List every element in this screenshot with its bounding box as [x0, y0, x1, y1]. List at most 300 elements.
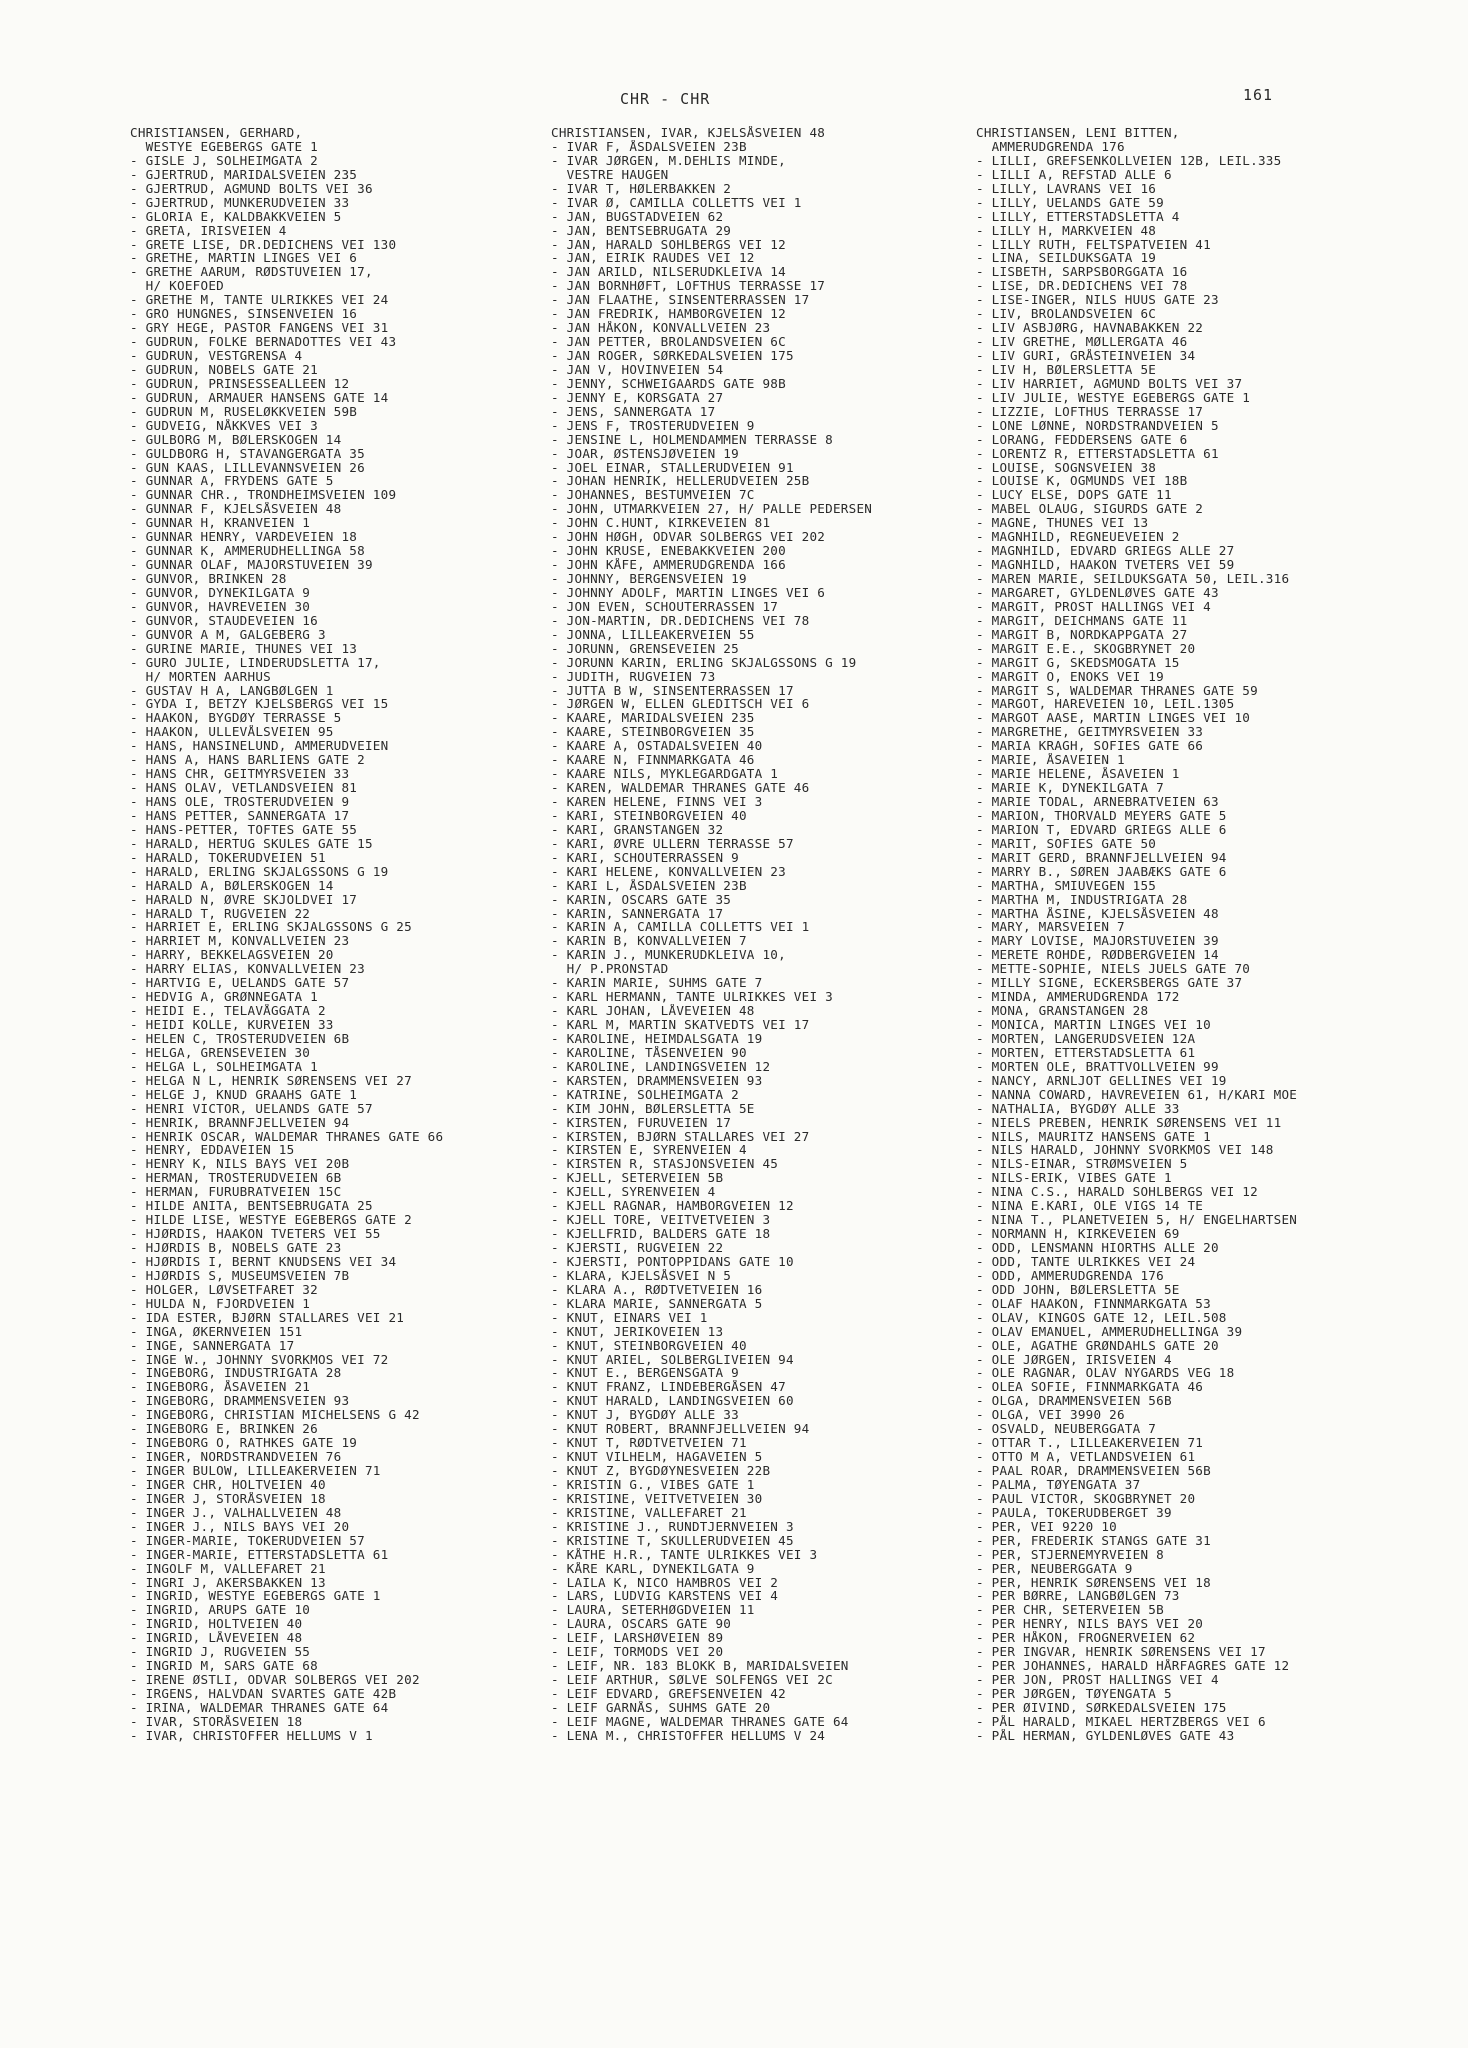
- directory-entry: - NINA E.KARI, OLE VIGS 14 TE: [976, 1199, 1204, 1214]
- directory-entry: - KAREN, WALDEMAR THRANES GATE 46: [551, 781, 810, 795]
- directory-entry: - LISE-INGER, NILS HUUS GATE 23: [976, 293, 1219, 308]
- directory-entry: - JENNY E, KORSGATA 27: [551, 390, 724, 405]
- directory-entry: - GUDRUN, VESTGRENSA 4: [130, 349, 303, 363]
- directory-entry: - PALMA, TØYENGATA 37: [976, 1477, 1141, 1492]
- directory-entry: - JOHN, UTMARKVEIEN 27, H/ PALLE PEDERSEN: [551, 502, 873, 517]
- directory-entry: - KARIN A, CAMILLA COLLETTS VEI 1: [551, 920, 810, 935]
- directory-entry: - KJERSTI, PONTOPPIDANS GATE 10: [551, 1254, 794, 1269]
- directory-entry: - GUNNAR F, KJELSÅSVEIEN 48: [130, 502, 342, 517]
- directory-entry: - JAN FREDRIK, HAMBORGVEIEN 12: [551, 307, 786, 322]
- directory-entry: - GUNVOR A M, GALGEBERG 3: [130, 627, 326, 642]
- directory-entry: - MARIE, ÅSAVEIEN 1: [976, 753, 1125, 768]
- directory-entry: - JOHANNES, BESTUMVEIEN 7C: [551, 488, 755, 503]
- directory-entry: - JAN FLAATHE, SINSENTERRASSEN 17: [551, 293, 810, 308]
- directory-entry: - LAURA, OSCARS GATE 90: [551, 1617, 732, 1632]
- directory-entry: - KAARE NILS, MYKLEGARDGATA 1: [551, 767, 779, 782]
- directory-entry: - MAGNHILD, EDVARD GRIEGS ALLE 27: [976, 544, 1235, 559]
- directory-entry: - INGRID, ARUPS GATE 10: [130, 1603, 311, 1618]
- directory-entry: - GJERTRUD, AGMUND BOLTS VEI 36: [130, 181, 373, 196]
- directory-entry: - KARIN, SANNERGATA 17: [551, 906, 724, 921]
- directory-entry: - GRO HUNGNES, SINSENVEIEN 16: [130, 307, 358, 322]
- directory-entry: - KAROLINE, TÅSENVEIEN 90: [551, 1045, 747, 1060]
- directory-entry: - HELGE J, KNUD GRAAHS GATE 1: [130, 1087, 358, 1102]
- directory-entry: - JAN, EIRIK RAUDES VEI 12: [551, 251, 755, 266]
- directory-entry: - GULBORG M, BØLERSKOGEN 14: [130, 432, 342, 447]
- directory-entry: - OLAV, KINGOS GATE 12, LEIL.508: [976, 1310, 1227, 1325]
- directory-entry: - ODD JOHN, BØLERSLETTA 5E: [976, 1282, 1180, 1297]
- directory-entry: - HARALD A, BØLERSKOGEN 14: [130, 878, 334, 893]
- directory-entry: - MARGIT, DEICHMANS GATE 11: [976, 613, 1188, 628]
- directory-entry: - IVAR, STORÅSVEIEN 18: [130, 1714, 303, 1729]
- directory-entry: - PAULA, TOKERUDBERGET 39: [976, 1505, 1172, 1520]
- directory-entry: - KNUT J, BYGDØY ALLE 33: [551, 1408, 739, 1423]
- directory-entry: - PER ØIVIND, SØRKEDALSVEIEN 175: [976, 1700, 1227, 1715]
- directory-entry: - KIRSTEN E, SYRENVEIEN 4: [551, 1143, 747, 1158]
- directory-entry: - HARALD, ERLING SKJALGSSONS G 19: [130, 864, 389, 879]
- directory-entry: - INGRID, HOLTVEIEN 40: [130, 1617, 303, 1632]
- directory-entry: - KLARA MARIE, SANNERGATA 5: [551, 1296, 763, 1311]
- directory-entry: - IRENE ØSTLI, ODVAR SOLBERGS VEI 202: [130, 1673, 420, 1687]
- directory-entry: - MARGIT B, NORDKAPPGATA 27: [976, 627, 1188, 642]
- directory-entry: - INGEBORG, DRAMMENSVEIEN 93: [130, 1394, 350, 1409]
- directory-entry: - GUNVOR, HAVREVEIEN 30: [130, 599, 311, 614]
- directory-entry: - HELEN C, TROSTERUDVEIEN 6B: [130, 1031, 350, 1046]
- directory-entry: - KNUT VILHELM, HAGAVEIEN 5: [551, 1450, 763, 1464]
- directory-entry: - HEIDI E., TELAVÅGGATA 2: [130, 1004, 326, 1018]
- directory-entry: - JON EVEN, SCHOUTERRASSEN 17: [551, 599, 779, 614]
- directory-entry: CHRISTIANSEN, GERHARD,: [130, 126, 303, 140]
- directory-entry: - LINA, SEILDUKSGATA 19: [976, 251, 1157, 266]
- directory-entry: - LIZZIE, LOFTHUS TERRASSE 17: [976, 404, 1204, 419]
- directory-entry: - KARI, ØVRE ULLERN TERRASSE 57: [551, 836, 794, 851]
- directory-entry: - KÅRE KARL, DYNEKILGATA 9: [551, 1561, 755, 1576]
- directory-entry: - IVAR T, HØLERBAKKEN 2: [551, 181, 732, 196]
- directory-entry: - INGEBORG E, BRINKEN 26: [130, 1422, 318, 1437]
- directory-entry: - ODD, AMMERUDGRENDA 176: [976, 1268, 1164, 1283]
- directory-entry: - JAN HÅKON, KONVALLVEIEN 23: [551, 321, 771, 336]
- directory-entry: - KARI, GRANSTANGEN 32: [551, 822, 724, 837]
- directory-entry: - IVAR F, ÅSDALSVEIEN 23B: [551, 139, 747, 154]
- directory-entry: - KNUT, STEINBORGVEIEN 40: [551, 1338, 747, 1353]
- directory-entry: - PER, FREDERIK STANGS GATE 31: [976, 1533, 1211, 1548]
- directory-entry: - OTTAR T., LILLEAKERVEIEN 71: [976, 1436, 1204, 1451]
- directory-entry: - PAUL VICTOR, SKOGBRYNET 20: [976, 1491, 1196, 1506]
- directory-entry: - LOUISE, SOGNSVEIEN 38: [976, 460, 1157, 475]
- directory-entry: - KARI, SCHOUTERRASSEN 9: [551, 850, 739, 865]
- directory-entry: - JENSINE L, HOLMENDAMMEN TERRASSE 8: [551, 432, 833, 447]
- directory-entry: - LEIF GARNÅS, SUHMS GATE 20: [551, 1700, 771, 1715]
- directory-entry: - KRISTINE, VALLEFARET 21: [551, 1505, 747, 1520]
- directory-entry: - KNUT E., BERGENSGATA 9: [551, 1366, 739, 1381]
- directory-entry: - HEDVIG A, GRØNNEGATA 1: [130, 990, 318, 1005]
- directory-entry: - GRETA, IRISVEIEN 4: [130, 223, 287, 238]
- directory-entry: - MARIT GERD, BRANNFJELLVEIEN 94: [976, 850, 1227, 865]
- directory-entry: - OLE RAGNAR, OLAV NYGARDS VEG 18: [976, 1366, 1235, 1381]
- directory-entry: - IDA ESTER, BJØRN STALLARES VEI 21: [130, 1310, 405, 1325]
- directory-entry: - MARION, THORVALD MEYERS GATE 5: [976, 808, 1227, 823]
- directory-entry: - GUNVOR, DYNEKILGATA 9: [130, 585, 311, 600]
- directory-entry: - JAN ROGER, SØRKEDALSVEIEN 175: [551, 349, 794, 363]
- directory-entry: - NORMANN H, KIRKEVEIEN 69: [976, 1227, 1180, 1241]
- directory-entry: - NATHALIA, BYGDØY ALLE 33: [976, 1101, 1180, 1116]
- directory-entry: - INGEBORG O, RATHKES GATE 19: [130, 1436, 358, 1451]
- directory-entry: - OLAF HAAKON, FINNMARKGATA 53: [976, 1296, 1211, 1311]
- directory-entry: - LILLI A, REFSTAD ALLE 6: [976, 167, 1172, 182]
- directory-entry: - PÅL HERMAN, GYLDENLØVES GATE 43: [976, 1728, 1235, 1743]
- directory-entry: - HENRI VICTOR, UELANDS GATE 57: [130, 1101, 373, 1116]
- directory-entry: - GYDA I, BETZY KJELSBERGS VEI 15: [130, 697, 389, 712]
- directory-entry: - GUDRUN, FOLKE BERNADOTTES VEI 43: [130, 335, 397, 349]
- directory-entry: - GRETE LISE, DR.DEDICHENS VEI 130: [130, 237, 397, 252]
- directory-entry: - HENRIK, BRANNFJELLVEIEN 94: [130, 1115, 350, 1130]
- directory-entry: - GRETHE, MARTIN LINGES VEI 6: [130, 251, 358, 266]
- directory-entry: - HARALD, HERTUG SKULES GATE 15: [130, 836, 373, 851]
- directory-entry: - JAN ARILD, NILSERUDKLEIVA 14: [551, 265, 786, 280]
- directory-entry: - JENS, SANNERGATA 17: [551, 404, 716, 419]
- directory-entry: - GRETHE M, TANTE ULRIKKES VEI 24: [130, 293, 389, 308]
- directory-entry: - IRGENS, HALVDAN SVARTES GATE 42B: [130, 1687, 397, 1701]
- directory-entry: - MARGIT, PROST HALLINGS VEI 4: [976, 599, 1211, 614]
- directory-entry: - KARIN B, KONVALLVEIEN 7: [551, 934, 747, 949]
- directory-entry: - IRINA, WALDEMAR THRANES GATE 64: [130, 1700, 389, 1715]
- page-number: 161: [1243, 86, 1274, 104]
- directory-entry: - LAILA K, NICO HAMBROS VEI 2: [551, 1575, 779, 1590]
- directory-entry: - KARL JOHAN, LÅVEVEIEN 48: [551, 1004, 755, 1018]
- directory-entry: - JORUNN KARIN, ERLING SKJALGSSONS G 19: [551, 655, 857, 670]
- directory-entry: - INGER BULOW, LILLEAKERVEIEN 71: [130, 1464, 381, 1478]
- directory-entry: - LISBETH, SARPSBORGGATA 16: [976, 265, 1188, 280]
- directory-entry: - INGE W., JOHNNY SVORKMOS VEI 72: [130, 1352, 389, 1367]
- directory-entry: - MARY LOVISE, MAJORSTUVEIEN 39: [976, 934, 1219, 949]
- directory-entry: - PER, STJERNEMYRVEIEN 8: [976, 1547, 1164, 1562]
- directory-entry: - KIRSTEN, FURUVEIEN 17: [551, 1115, 732, 1130]
- directory-entry: - HJØRDIS I, BERNT KNUDSENS VEI 34: [130, 1254, 397, 1269]
- directory-entry: - GUDRUN, PRINSESSEALLEEN 12: [130, 376, 350, 391]
- directory-entry: - LARS, LUDVIG KARSTENS VEI 4: [551, 1589, 779, 1604]
- directory-entry: - NINA T., PLANETVEIEN 5, H/ ENGELHARTSEN: [976, 1213, 1298, 1228]
- directory-entry: - MARIT, SOFIES GATE 50: [976, 836, 1157, 851]
- directory-entry: - HERMAN, TROSTERUDVEIEN 6B: [130, 1171, 342, 1186]
- directory-entry: - MARGARET, GYLDENLØVES GATE 43: [976, 585, 1219, 600]
- directory-entry: - NILS-EINAR, STRØMSVEIEN 5: [976, 1157, 1188, 1172]
- directory-entry: H/ MORTEN AARHUS: [130, 669, 271, 684]
- directory-entry: CHRISTIANSEN, LENI BITTEN,: [976, 126, 1180, 140]
- directory-column-2: [551, 126, 971, 1743]
- directory-column-3: [976, 126, 1396, 1743]
- directory-entry: - GRY HEGE, PASTOR FANGENS VEI 31: [130, 321, 389, 336]
- directory-entry: - PER JON, PROST HALLINGS VEI 4: [976, 1673, 1219, 1687]
- directory-entry: - KAARE, STEINBORGVEIEN 35: [551, 725, 755, 740]
- directory-entry: - KNUT, EINARS VEI 1: [551, 1310, 708, 1325]
- directory-entry: - KARIN MARIE, SUHMS GATE 7: [551, 976, 763, 991]
- directory-entry: - LEIF EDVARD, GREFSENVEIEN 42: [551, 1687, 786, 1701]
- directory-entry: CHRISTIANSEN, IVAR, KJELSÅSVEIEN 48: [551, 126, 826, 140]
- directory-entry: - JUDITH, RUGVEIEN 73: [551, 669, 716, 684]
- directory-entry: - KARSTEN, DRAMMENSVEIEN 93: [551, 1073, 763, 1088]
- directory-entry: - JENS F, TROSTERUDVEIEN 9: [551, 418, 755, 433]
- directory-entry: - PER HÅKON, FROGNERVEIEN 62: [976, 1631, 1196, 1646]
- directory-entry: - MARGOT AASE, MARTIN LINGES VEI 10: [976, 711, 1251, 726]
- directory-entry: - HARRY, BEKKELAGSVEIEN 20: [130, 948, 334, 963]
- directory-entry: - HULDA N, FJORDVEIEN 1: [130, 1296, 311, 1311]
- directory-entry: - LOUISE K, OGMUNDS VEI 18B: [976, 474, 1188, 489]
- directory-entry: - LILLY RUTH, FELTSPATVEIEN 41: [976, 237, 1211, 252]
- directory-entry: - KATRINE, SOLHEIMGATA 2: [551, 1087, 739, 1102]
- directory-entry: - OLE, AGATHE GRØNDAHLS GATE 20: [976, 1338, 1219, 1353]
- directory-entry: - PER BØRRE, LANGBØLGEN 73: [976, 1589, 1180, 1604]
- directory-entry: - INGEBORG, INDUSTRIGATA 28: [130, 1366, 342, 1381]
- directory-entry: - KÅTHE H.R., TANTE ULRIKKES VEI 3: [551, 1547, 818, 1562]
- directory-entry: - JOHNNY ADOLF, MARTIN LINGES VEI 6: [551, 585, 826, 600]
- directory-entry: - KNUT FRANZ, LINDEBERGÅSEN 47: [551, 1380, 786, 1395]
- directory-entry: - JAN, HARALD SOHLBERGS VEI 12: [551, 237, 786, 252]
- directory-entry: - LIV JULIE, WESTYE EGEBERGS GATE 1: [976, 390, 1251, 405]
- directory-entry: - MARGIT S, WALDEMAR THRANES GATE 59: [976, 683, 1258, 698]
- directory-entry: - MORTEN, LANGERUDSVEIEN 12A: [976, 1031, 1196, 1046]
- directory-entry: - JOHN HØGH, ODVAR SOLBERGS VEI 202: [551, 530, 826, 545]
- directory-entry: - MARRY B., SØREN JAABÆKS GATE 6: [976, 864, 1227, 879]
- directory-entry: - NANCY, ARNLJOT GELLINES VEI 19: [976, 1073, 1227, 1088]
- directory-entry: - PER, HENRIK SØRENSENS VEI 18: [976, 1575, 1211, 1590]
- directory-entry: - LIV GURI, GRÅSTEINVEIEN 34: [976, 349, 1196, 363]
- directory-entry: - MAREN MARIE, SEILDUKSGATA 50, LEIL.316: [976, 572, 1290, 586]
- directory-entry: - HARALD T, RUGVEIEN 22: [130, 906, 311, 921]
- directory-entry: - INGER CHR, HOLTVEIEN 40: [130, 1477, 326, 1492]
- directory-entry: - KJERSTI, RUGVEIEN 22: [551, 1241, 724, 1255]
- directory-entry: - KLARA, KJELSÅSVEI N 5: [551, 1268, 732, 1283]
- directory-entry: - INGRID, LÅVEVEIEN 48: [130, 1631, 303, 1646]
- directory-entry: - KARI HELENE, KONVALLVEIEN 23: [551, 864, 786, 879]
- directory-entry: - INGER, NORDSTRANDVEIEN 76: [130, 1450, 342, 1464]
- directory-entry: - LILLI, GREFSENKOLLVEIEN 12B, LEIL.335: [976, 153, 1282, 168]
- directory-entry: - MARTHA, SMIUVEGEN 155: [976, 878, 1157, 893]
- directory-entry: - KJELLFRID, BALDERS GATE 18: [551, 1227, 771, 1241]
- directory-entry: - HELGA, GRENSEVEIEN 30: [130, 1045, 311, 1060]
- directory-entry: - HANS PETTER, SANNERGATA 17: [130, 808, 350, 823]
- directory-entry: - LORANG, FEDDERSENS GATE 6: [976, 432, 1188, 447]
- directory-entry: - KJELL, SETERVEIEN 5B: [551, 1171, 724, 1186]
- directory-entry: - KNUT, JERIKOVEIEN 13: [551, 1324, 724, 1339]
- directory-entry: - HILDE LISE, WESTYE EGEBERGS GATE 2: [130, 1213, 412, 1228]
- directory-entry: - HANS A, HANS BARLIENS GATE 2: [130, 753, 365, 768]
- directory-entry: - MARGIT E.E., SKOGBRYNET 20: [976, 641, 1196, 656]
- directory-entry: - INGE, SANNERGATA 17: [130, 1338, 295, 1353]
- directory-entry: - GUSTAV H A, LANGBØLGEN 1: [130, 683, 334, 698]
- directory-entry: - PER JOHANNES, HARALD HÅRFAGRES GATE 12: [976, 1659, 1290, 1674]
- directory-entry: - HARRY ELIAS, KONVALLVEIEN 23: [130, 962, 365, 977]
- directory-entry: - JAN, BENTSEBRUGATA 29: [551, 223, 732, 238]
- directory-entry: - KAROLINE, HEIMDALSGATA 19: [551, 1031, 763, 1046]
- directory-entry: - MORTEN OLE, BRATTVOLLVEIEN 99: [976, 1059, 1219, 1074]
- directory-entry: - LORENTZ R, ETTERSTADSLETTA 61: [976, 446, 1219, 461]
- directory-entry: - GULDBORG H, STAVANGERGATA 35: [130, 446, 365, 461]
- directory-entry: - HJØRDIS, HAAKON TVETERS VEI 55: [130, 1227, 381, 1241]
- directory-entry: - ODD, LENSMANN HIORTHS ALLE 20: [976, 1241, 1219, 1255]
- directory-entry: - GUN KAAS, LILLEVANNSVEIEN 26: [130, 460, 365, 475]
- directory-entry: - LEIF, TORMODS VEI 20: [551, 1645, 724, 1660]
- directory-entry: - HARRIET E, ERLING SKJALGSSONS G 25: [130, 920, 412, 935]
- directory-entry: - KNUT ROBERT, BRANNFJELLVEIEN 94: [551, 1422, 810, 1437]
- directory-entry: - MARGIT G, SKEDSMOGATA 15: [976, 655, 1180, 670]
- directory-entry: - GRETHE AARUM, RØDSTUVEIEN 17,: [130, 265, 373, 280]
- directory-entry: - MARIE K, DYNEKILGATA 7: [976, 781, 1164, 795]
- directory-entry: - LISE, DR.DEDICHENS VEI 78: [976, 279, 1188, 294]
- directory-entry: - LENA M., CHRISTOFFER HELLUMS V 24: [551, 1728, 826, 1743]
- directory-entry: - LILLY, LAVRANS VEI 16: [976, 181, 1157, 196]
- directory-entry: - JØRGEN W, ELLEN GLEDITSCH VEI 6: [551, 697, 810, 712]
- directory-entry: - JON-MARTIN, DR.DEDICHENS VEI 78: [551, 613, 810, 628]
- directory-entry: - GUDRUN, NOBELS GATE 21: [130, 362, 318, 377]
- directory-entry: - OLAV EMANUEL, AMMERUDHELLINGA 39: [976, 1324, 1243, 1339]
- directory-entry: - JORUNN, GRENSEVEIEN 25: [551, 641, 739, 656]
- directory-entry: - INGRI J, AKERSBAKKEN 13: [130, 1575, 326, 1590]
- directory-entry: - OTTO M A, VETLANDSVEIEN 61: [976, 1450, 1196, 1464]
- directory-entry: - KARIN, OSCARS GATE 35: [551, 892, 732, 907]
- directory-entry: - IVAR Ø, CAMILLA COLLETTS VEI 1: [551, 195, 802, 210]
- directory-entry: - NINA C.S., HARALD SOHLBERGS VEI 12: [976, 1185, 1258, 1200]
- directory-entry: - MORTEN, ETTERSTADSLETTA 61: [976, 1045, 1196, 1060]
- directory-entry: - HANS-PETTER, TOFTES GATE 55: [130, 822, 358, 837]
- directory-entry: - HANS OLAV, VETLANDSVEIEN 81: [130, 781, 358, 795]
- directory-entry: - PER INGVAR, HENRIK SØRENSENS VEI 17: [976, 1645, 1266, 1660]
- directory-entry: - GUNVOR, STAUDEVEIEN 16: [130, 613, 318, 628]
- directory-entry: - NILS, MAURITZ HANSENS GATE 1: [976, 1129, 1211, 1144]
- directory-entry: - HAAKON, ULLEVÅLSVEIEN 95: [130, 725, 334, 740]
- directory-entry: - NILS HARALD, JOHNNY SVORKMOS VEI 148: [976, 1143, 1274, 1158]
- directory-entry: - MABEL OLAUG, SIGURDS GATE 2: [976, 502, 1204, 517]
- directory-entry: - LAURA, SETERHØGDVEIEN 11: [551, 1603, 755, 1618]
- directory-entry: - MARGOT, HAREVEIEN 10, LEIL.1305: [976, 697, 1235, 712]
- directory-entry: - MARY, MARSVEIEN 7: [976, 920, 1125, 935]
- directory-entry: - KRISTINE T, SKULLERUDVEIEN 45: [551, 1533, 794, 1548]
- directory-entry: - INGER J., NILS BAYS VEI 20: [130, 1519, 350, 1534]
- directory-entry: - GUNVOR, BRINKEN 28: [130, 572, 287, 586]
- directory-entry: - GUNNAR OLAF, MAJORSTUVEIEN 39: [130, 558, 373, 572]
- directory-entry: - KJELL, SYRENVEIEN 4: [551, 1185, 716, 1200]
- directory-entry: - GJERTRUD, MARIDALSVEIEN 235: [130, 167, 358, 182]
- directory-entry: - KJELL RAGNAR, HAMBORGVEIEN 12: [551, 1199, 794, 1214]
- directory-entry: - MINDA, AMMERUDGRENDA 172: [976, 990, 1180, 1005]
- directory-entry: - KIRSTEN R, STASJONSVEIEN 45: [551, 1157, 779, 1172]
- directory-entry: - JUTTA B W, SINSENTERRASSEN 17: [551, 683, 794, 698]
- directory-entry: - GUNNAR HENRY, VARDEVEIEN 18: [130, 530, 358, 545]
- directory-entry: - INGER-MARIE, ETTERSTADSLETTA 61: [130, 1547, 389, 1562]
- directory-entry: - HEIDI KOLLE, KURVEIEN 33: [130, 1018, 334, 1032]
- directory-entry: - INGRID, WESTYE EGEBERGS GATE 1: [130, 1589, 381, 1604]
- directory-entry: - LIV GRETHE, MØLLERGATA 46: [976, 335, 1188, 349]
- directory-entry: - LILLY, ETTERSTADSLETTA 4: [976, 209, 1180, 224]
- directory-entry: - GURINE MARIE, THUNES VEI 13: [130, 641, 358, 656]
- directory-entry: AMMERUDGRENDA 176: [976, 139, 1125, 154]
- directory-entry: - GUNNAR CHR., TRONDHEIMSVEIEN 109: [130, 488, 397, 503]
- directory-entry: - KRISTIN G., VIBES GATE 1: [551, 1477, 755, 1492]
- directory-entry: - KNUT Z, BYGDØYNESVEIEN 22B: [551, 1464, 771, 1478]
- directory-entry: - HERMAN, FURUBRATVEIEN 15C: [130, 1185, 342, 1200]
- directory-entry: - GUNNAR H, KRANVEIEN 1: [130, 516, 311, 531]
- directory-entry: - GLORIA E, KALDBAKKVEIEN 5: [130, 209, 342, 224]
- directory-entry: - OSVALD, NEUBERGGATA 7: [976, 1422, 1157, 1437]
- directory-entry: - PER, NEUBERGGATA 9: [976, 1561, 1133, 1576]
- directory-entry: - NILS-ERIK, VIBES GATE 1: [976, 1171, 1172, 1186]
- directory-entry: - PER CHR, SETERVEIEN 5B: [976, 1603, 1164, 1618]
- directory-entry: - HAAKON, BYGDØY TERRASSE 5: [130, 711, 342, 726]
- directory-entry: - OLGA, DRAMMENSVEIEN 56B: [976, 1394, 1172, 1409]
- directory-entry: - MONA, GRANSTANGEN 28: [976, 1004, 1149, 1018]
- directory-entry: - PER HENRY, NILS BAYS VEI 20: [976, 1617, 1204, 1632]
- directory-entry: - KNUT ARIEL, SOLBERGLIVEIEN 94: [551, 1352, 794, 1367]
- directory-entry: - INGOLF M, VALLEFARET 21: [130, 1561, 326, 1576]
- directory-entry: - HANS CHR, GEITMYRSVEIEN 33: [130, 767, 350, 782]
- directory-entry: - LIV ASBJØRG, HAVNABAKKEN 22: [976, 321, 1204, 336]
- directory-entry: - KARI L, ÅSDALSVEIEN 23B: [551, 878, 747, 893]
- directory-entry: - PAAL ROAR, DRAMMENSVEIEN 56B: [976, 1464, 1211, 1478]
- directory-entry: - INGEBORG, ÅSAVEIEN 21: [130, 1380, 311, 1395]
- directory-entry: - KARIN J., MUNKERUDKLEIVA 10,: [551, 948, 786, 963]
- directory-entry: - MARTHA ÅSINE, KJELSÅSVEIEN 48: [976, 906, 1219, 921]
- directory-entry: - GUDRUN, ARMAUER HANSENS GATE 14: [130, 390, 389, 405]
- directory-entry: - JOHN KRUSE, ENEBAKKVEIEN 200: [551, 544, 786, 559]
- directory-entry: - MAGNHILD, HAAKON TVETERS VEI 59: [976, 558, 1235, 572]
- directory-entry: - JOHNNY, BERGENSVEIEN 19: [551, 572, 747, 586]
- directory-entry: - HENRY, EDDAVEIEN 15: [130, 1143, 295, 1158]
- directory-entry: - JAN, BUGSTADVEIEN 62: [551, 209, 724, 224]
- directory-entry: VESTRE HAUGEN: [551, 167, 669, 182]
- directory-entry: - LILLY, UELANDS GATE 59: [976, 195, 1164, 210]
- directory-entry: - METTE-SOPHIE, NIELS JUELS GATE 70: [976, 962, 1251, 977]
- directory-entry: - HENRY K, NILS BAYS VEI 20B: [130, 1157, 350, 1172]
- directory-entry: - KARI, STEINBORGVEIEN 40: [551, 808, 747, 823]
- directory-entry: - HENRIK OSCAR, WALDEMAR THRANES GATE 66: [130, 1129, 444, 1144]
- directory-entry: - LEIF ARTHUR, SØLVE SOLFENGS VEI 2C: [551, 1673, 833, 1687]
- directory-entry: - INGER-MARIE, TOKERUDVEIEN 57: [130, 1533, 365, 1548]
- directory-entry: - GJERTRUD, MUNKERUDVEIEN 33: [130, 195, 350, 210]
- directory-entry: WESTYE EGEBERGS GATE 1: [130, 139, 318, 154]
- directory-entry: - JOEL EINAR, STALLERUDVEIEN 91: [551, 460, 794, 475]
- directory-entry: - INGER J, STORÅSVEIEN 18: [130, 1491, 326, 1506]
- directory-entry: - LIV H, BØLERSLETTA 5E: [976, 362, 1157, 377]
- directory-entry: - MILLY SIGNE, ECKERSBERGS GATE 37: [976, 976, 1243, 991]
- directory-entry: - MARGIT O, ENOKS VEI 19: [976, 669, 1164, 684]
- directory-entry: - KAARE N, FINNMARKGATA 46: [551, 753, 755, 768]
- directory-entry: - NIELS PREBEN, HENRIK SØRENSENS VEI 11: [976, 1115, 1282, 1130]
- directory-entry: - JONNA, LILLEAKERVEIEN 55: [551, 627, 755, 642]
- directory-entry: - PER JØRGEN, TØYENGATA 5: [976, 1687, 1172, 1701]
- directory-entry: - MONICA, MARTIN LINGES VEI 10: [976, 1018, 1211, 1032]
- directory-entry: - KNUT HARALD, LANDINGSVEIEN 60: [551, 1394, 794, 1409]
- directory-entry: H/ KOEFOED: [130, 279, 224, 294]
- directory-entry: - KIRSTEN, BJØRN STALLARES VEI 27: [551, 1129, 810, 1144]
- directory-entry: - HARALD N, ØVRE SKJOLDVEI 17: [130, 892, 358, 907]
- directory-entry: - INGER J., VALHALLVEIEN 48: [130, 1505, 342, 1520]
- directory-entry: - LEIF, LARSHØVEIEN 89: [551, 1631, 724, 1646]
- directory-entry: - LILLY H, MARKVEIEN 48: [976, 223, 1157, 238]
- directory-entry: - HJØRDIS S, MUSEUMSVEIEN 7B: [130, 1268, 350, 1283]
- directory-entry: - JENNY, SCHWEIGAARDS GATE 98B: [551, 376, 786, 391]
- directory-entry: - INGEBORG, CHRISTIAN MICHELSENS G 42: [130, 1408, 420, 1423]
- directory-entry: - JOAR, ØSTENSJØVEIEN 19: [551, 446, 739, 461]
- directory-entry: - MARIA KRAGH, SOFIES GATE 66: [976, 739, 1204, 754]
- directory-entry: - KRISTINE, VEITVETVEIEN 30: [551, 1491, 763, 1506]
- directory-entry: - JAN BORNHØFT, LOFTHUS TERRASSE 17: [551, 279, 826, 294]
- directory-entry: - MERETE ROHDE, RØDBERGVEIEN 14: [976, 948, 1219, 963]
- directory-entry: - JOHAN HENRIK, HELLERUDVEIEN 25B: [551, 474, 810, 489]
- directory-entry: - HOLGER, LØVSETFARET 32: [130, 1282, 318, 1297]
- directory-entry: - OLGA, VEI 3990 26: [976, 1408, 1125, 1423]
- directory-entry: - MARGRETHE, GEITMYRSVEIEN 33: [976, 725, 1204, 740]
- directory-entry: - KARL HERMANN, TANTE ULRIKKES VEI 3: [551, 990, 833, 1005]
- directory-entry: - GUNNAR K, AMMERUDHELLINGA 58: [130, 544, 365, 559]
- directory-entry: - LEIF MAGNE, WALDEMAR THRANES GATE 64: [551, 1714, 849, 1729]
